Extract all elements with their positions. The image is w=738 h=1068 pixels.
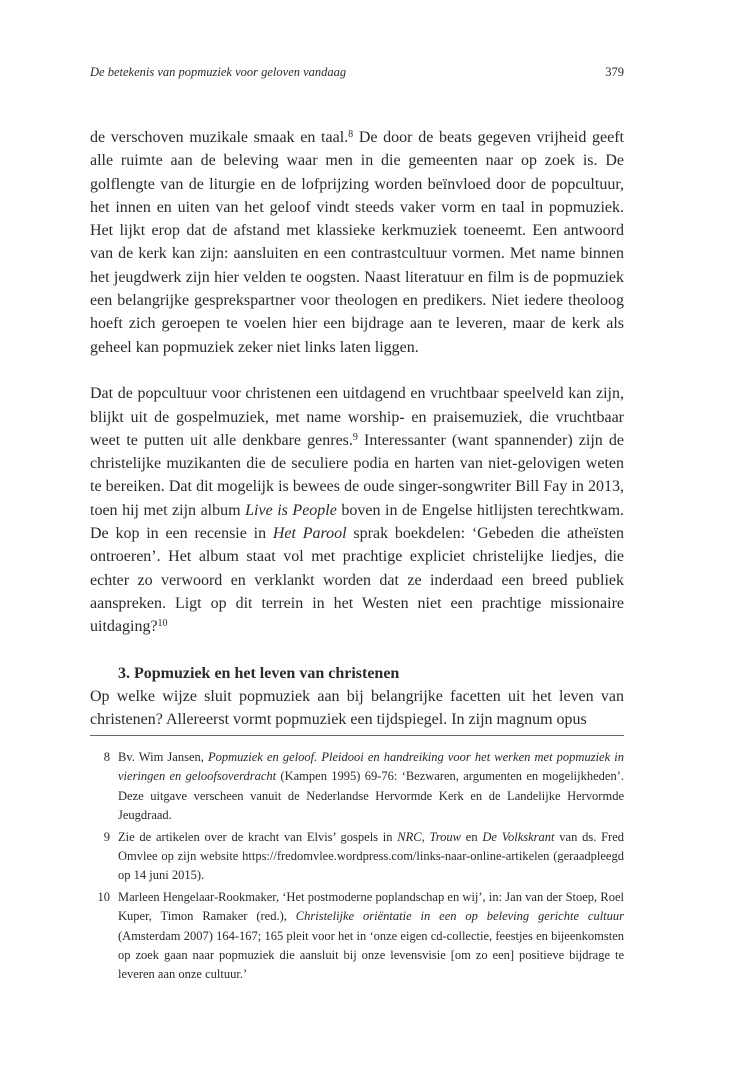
newspaper-nrc: NRC bbox=[397, 829, 422, 844]
paragraph-3: Op welke wijze sluit popmuziek aan bij belangrijke facetten uit het leven van christenen? Allereerst vormt popmuziek een tijdspiegel. In zijn magnum opus bbox=[90, 688, 624, 729]
footnote-number: 10 bbox=[97, 889, 110, 904]
footnote-text: en bbox=[461, 829, 483, 844]
paragraph-1 bbox=[90, 126, 624, 359]
footnote-book-title: Popmuziek en geloof. Pleidooi en handreiking voor het werken met popmuziek in vieringen en geloofsoverdracht bbox=[118, 750, 624, 784]
footnote-text: , bbox=[421, 829, 430, 844]
running-head bbox=[90, 62, 624, 82]
paragraph-text: de verschoven muzikale smaak en taal. bbox=[90, 129, 349, 146]
footnote-book-title: Christelijke oriëntatie in een op beleving gerichte cultuur bbox=[295, 909, 625, 924]
footnote-ref-9[interactable]: 9 bbox=[352, 431, 358, 443]
paragraph-text: Dat de popcultuur voor christenen een uitdagend en vruchtbaar speelveld kan zijn, blijkt uit de gospelmuziek, met name worship- en praisemuziek, die vruchtbaar weet te putten uit alle denkbare genres. bbox=[90, 385, 624, 449]
paragraph-text: sprak boekdelen: ‘Gebeden die atheïsten ontroeren’. Het album staat vol met prachtige expliciet christelijke liedjes, die echter zo verwoord en verklankt worden dat ze inderdaad een breed publiek aanspreken. Ligt op dit terrein in het Westen niet een prachtige missionaire uitdaging? bbox=[90, 525, 625, 636]
footnote-text: Marleen Hengelaar-Rookmaker, ‘Het postmoderne poplandschap en wij’, in: Jan van der Stoep, Roel Kuper, Timon Ramaker (red.), bbox=[118, 889, 624, 924]
newspaper-trouw: Trouw bbox=[429, 829, 462, 844]
paragraph-text: boven in de Engelse hitlijsten terechtkwam. De kop in een recensie in bbox=[90, 501, 625, 543]
footnote-text: Zie de artikelen over de kracht van Elvis’ gospels in bbox=[118, 829, 398, 844]
footnote-number: 8 bbox=[103, 750, 110, 764]
body-text bbox=[90, 126, 624, 732]
section-heading: 3. Popmuziek en het leven van christenen bbox=[118, 664, 400, 682]
newspaper-volkskrant: De Volkskrant bbox=[482, 829, 555, 844]
footnote-ref-8[interactable]: 8 bbox=[348, 129, 354, 140]
footnote-number: 9 bbox=[103, 829, 110, 844]
album-title: Live is People bbox=[245, 501, 337, 519]
page-number: 379 bbox=[605, 65, 624, 79]
running-title: De betekenis van popmuziek voor geloven vandaag bbox=[90, 65, 347, 79]
footnote-divider bbox=[90, 735, 624, 736]
newspaper-title: Het Parool bbox=[272, 525, 347, 543]
footnotes bbox=[90, 748, 624, 985]
paragraph-text: Interessanter (want spannender) zijn de christelijke muzikanten die de seculiere podia en harten van niet-gelovigen weten te bereiken. Dat dit mogelijk is bewees de oude singer-songwriter Bill Fay in 2013, toen hij met zijn album bbox=[90, 431, 624, 519]
footnote-9 bbox=[90, 828, 624, 886]
footnote-text: Bv. Wim Jansen, bbox=[118, 750, 208, 764]
footnote-ref-10[interactable]: 10 bbox=[157, 618, 168, 630]
footnote-text: (Kampen 1995) 69-76: ‘Bezwaren, argumenten en mogelijkheden’. Deze uitgave verscheen vanuit de Nederlandse Hervormde Kerk en de Landelijke Hervormde Jeugdraad. bbox=[118, 769, 625, 823]
footnote-text: van ds. Fred Omvlee op zijn website https://fredomvlee.wordpress.com/links-naar-online-artikelen (geraadpleegd op 14 juni 2015). bbox=[118, 829, 625, 883]
footnote-text: (Amsterdam 2007) 164-167; 165 pleit voor het in ‘onze eigen cd-collectie, feestjes en bijeenkomsten op zoek gaan naar popmuziek die aansluit bij onze levensvisie [om zo een] positieve bijdrage te leveren aan onze cultuur.’ bbox=[118, 928, 624, 982]
paragraph-text: De door de beats gegeven vrijheid geeft alle ruimte aan de beleving waar men in die gemeenten naar op zoek is. De golflengte van de liturgie en de lofprijzing worden beïnvloed door de popcultuur, het innen en uiten van het geloof vindt steeds vaker vorm en taal in popmuziek. Het lijkt erop dat de afstand met klassieke kerkmuziek toeneemt. Een antwoord van de kerk kan zijn: aansluiten en een contrastcultuur vormen. Met name binnen het jeugdwerk zijn hier velden te oogsten. Naast literatuur en film is de popmuziek een belangrijke gesprekspartner voor theologen en predikers. Niet iedere theoloog hoeft zich geroepen te voelen hier een bijdrage aan te leveren, maar de kerk als geheel kan popmuziek zeker niet links laten liggen. bbox=[90, 129, 624, 356]
footnote-10 bbox=[90, 888, 624, 985]
paragraph-2 bbox=[90, 382, 624, 638]
footnote-8 bbox=[90, 748, 624, 826]
